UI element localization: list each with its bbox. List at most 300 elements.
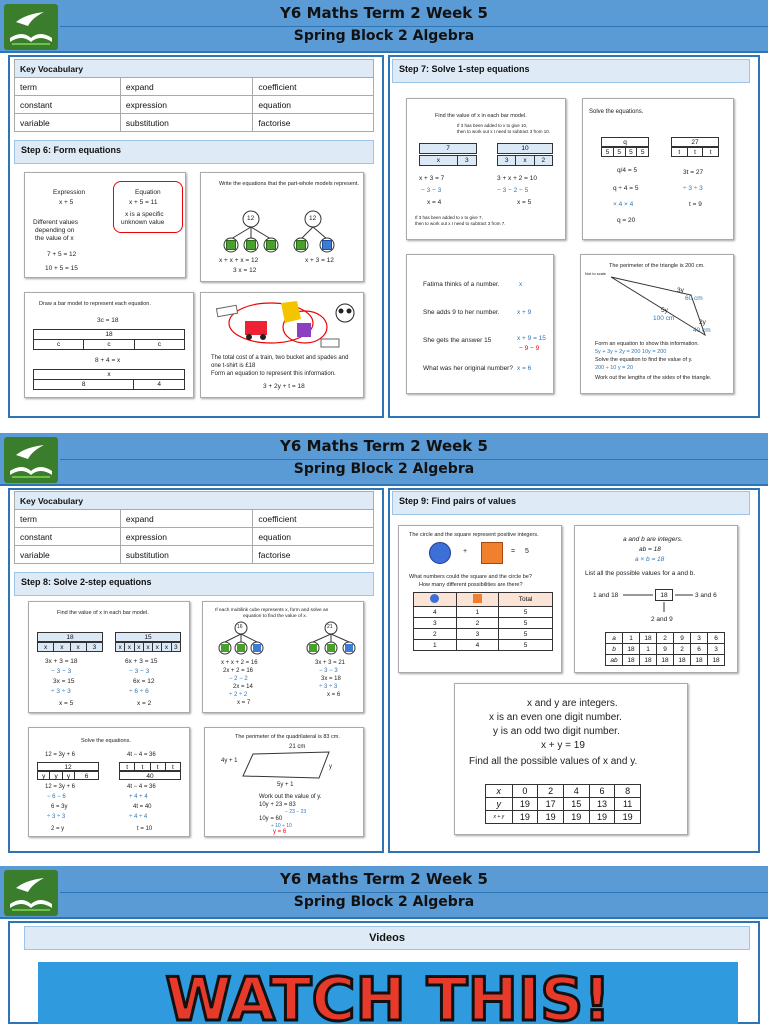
factor-table (605, 632, 725, 666)
table-cell: 8 (615, 785, 641, 798)
square-icon (481, 542, 503, 564)
whole-value: 21 (327, 624, 333, 630)
row-header: x (486, 785, 513, 798)
vocab-heading: Key Vocabulary (15, 60, 374, 78)
bar-cell: 3 (498, 156, 516, 165)
table-cell: 17 (538, 798, 564, 811)
circle-icon (429, 542, 451, 564)
vocab-cell: expression (120, 96, 253, 114)
table-cell: 19 (538, 811, 564, 824)
working-line: 2x = 14 (233, 684, 253, 690)
whole-value: 12 (309, 215, 317, 222)
bar-cell: 40 (146, 773, 154, 780)
working-line: ÷ 3 ÷ 3 (47, 814, 66, 820)
table-cell: 1 (640, 644, 657, 655)
step-6-heading: Step 6: Form equations (14, 140, 374, 164)
bar-cell: 12 (64, 764, 72, 771)
solve-equations-card (582, 98, 734, 240)
bar-cell: t (672, 148, 688, 156)
working-line: − 3 − 3 (51, 668, 72, 675)
bar-cell: 5 (614, 148, 626, 156)
table-cell: 2 (657, 633, 674, 644)
table-cell: 18 (640, 633, 657, 644)
part-whole-diagram (201, 173, 364, 282)
bar-model (37, 642, 103, 652)
prompt-text: She adds 9 to her number. (423, 309, 500, 316)
bar-model (33, 379, 185, 390)
table-cell: 19 (512, 811, 538, 824)
answer-text: x (519, 281, 523, 288)
bar-cell: t (709, 149, 712, 156)
row-header: b (606, 644, 623, 655)
vocab-cell: equation (253, 528, 374, 546)
answer-text: x = 6 (517, 365, 532, 372)
total-value: 5 (525, 548, 529, 555)
bar-model (671, 147, 719, 157)
table-cell: 4 (456, 640, 499, 651)
table-cell: 1 (414, 640, 457, 651)
circle-header-icon (414, 593, 457, 607)
answer-text: x + 9 (517, 309, 532, 316)
bar-cell: 5 (626, 148, 638, 156)
prompt-text: List all the possible values for a and b. (585, 570, 696, 577)
prompt-text: Form an equation to represent this information. (211, 371, 336, 377)
prompt-text: y is an odd two digit number. (493, 726, 620, 737)
equation-line: 3 x = 12 (233, 267, 257, 274)
side-label: 5y + 1 (277, 782, 294, 788)
equation-text: x + 5 = 11 (129, 199, 158, 206)
triangle-diagram (581, 255, 734, 394)
side-label: 21 cm (289, 744, 306, 750)
bar-cell: y (38, 772, 50, 779)
table-cell: 4 (414, 607, 457, 618)
prompt-text: Fatima thinks of a number. (423, 281, 500, 288)
vocab-cell: constant (15, 96, 121, 114)
bar-cell: t (120, 763, 135, 770)
working-line: 10y + 23 = 83 (259, 802, 296, 808)
header-band (0, 866, 768, 919)
step-9-heading: Step 9: Find pairs of values (392, 491, 750, 515)
expression-card (24, 172, 186, 278)
factor-pair: 1 and 18 (593, 592, 619, 599)
bar-model (419, 155, 477, 166)
multilink-diagram (203, 602, 364, 662)
equation-line: x + y = 19 (541, 740, 585, 751)
bar-cell: x (38, 643, 54, 651)
working-line: 2x + 2 = 16 (223, 668, 254, 674)
possibilities-table (413, 592, 553, 651)
card-title: equation to find the value of x. (243, 614, 308, 619)
vocab-table (14, 491, 374, 564)
step-7-heading: Step 7: Solve 1-step equations (392, 59, 750, 83)
bar-cell: t (135, 763, 150, 770)
table-cell: 9 (674, 633, 691, 644)
step-8-heading: Step 8: Solve 2-step equations (14, 572, 374, 596)
note: x is a specific (125, 211, 164, 218)
bar-cell: 18 (66, 634, 74, 641)
bar-model (37, 762, 99, 771)
vocab-cell: equation (253, 96, 374, 114)
vocab-cell: coefficient (253, 78, 374, 96)
prompt-text: one t-shirt is £18 (211, 363, 256, 369)
working-line: ÷ 4 ÷ 4 (129, 814, 148, 820)
equation-line: 3 + 2y + t = 18 (263, 383, 305, 390)
equation-line: x + x + x = 12 (219, 257, 259, 264)
bar-model (115, 642, 181, 652)
example-line: 7 + 5 = 12 (47, 251, 77, 258)
working-line: x = 5 (59, 700, 74, 707)
table-cell: 18 (657, 655, 674, 666)
page-subtitle: Spring Block 2 Algebra (293, 894, 475, 910)
side-label: 40 cm (693, 327, 711, 334)
bar-cell: t (151, 763, 166, 770)
header-band (0, 433, 768, 486)
page-2 (0, 433, 768, 853)
fatima-card (406, 254, 554, 394)
note: Different values (33, 219, 79, 226)
page-title: Y6 Maths Term 2 Week 5 (280, 437, 488, 455)
note: Not to scale (585, 271, 607, 276)
table-cell: 1 (623, 633, 640, 644)
square-header-icon (456, 593, 499, 607)
prompt-text: The total cost of a train, two bucket and spades and (211, 355, 349, 361)
side-label: 4y + 1 (221, 758, 238, 764)
prompt-text: Solve the equation to find the value of y. (595, 357, 693, 363)
working-line: x = 4 (427, 199, 442, 206)
bar-cell: 7 (446, 145, 450, 152)
working-line: 5y + 3y + 2y = 200 10y = 200 (595, 349, 667, 355)
note: depending on (35, 227, 75, 234)
bar-model (33, 339, 185, 350)
working-line: x + 3 = 7 (419, 175, 445, 182)
table-cell: 18 (640, 655, 657, 666)
working-line: 3x = 15 (53, 678, 75, 685)
bar-cell: x (116, 643, 125, 651)
row-header: x + y (486, 811, 513, 824)
bar-cell: c (157, 341, 161, 348)
bar-cell: 3 (92, 644, 97, 651)
bar-model (115, 632, 181, 642)
working-line: 3 + x + 2 = 10 (497, 175, 537, 182)
working-line: − 3 − 3 (421, 187, 442, 194)
bar-cell: 8 (34, 380, 134, 389)
card-title: The perimeter of the quadrilateral is 83 cm. (235, 734, 340, 740)
row-header: y (486, 798, 513, 811)
note: then to work out x I need to subtract 3 from 7. (415, 221, 506, 226)
working-line: q = 20 (617, 217, 636, 224)
prompt-text: What numbers could the square and the circle be? (409, 574, 532, 580)
svg-text:WATCH THIS!: WATCH THIS! (165, 965, 611, 1024)
prompt-text: ab = 18 (639, 546, 661, 553)
side-label: 60 cm (685, 295, 703, 302)
note: unknown value (121, 219, 165, 226)
table-cell: 4 (563, 785, 589, 798)
vocab-cell: constant (15, 528, 121, 546)
factor-box: 18 (655, 589, 673, 601)
vocab-cell: expand (120, 78, 253, 96)
bar-cell: 3 (174, 644, 178, 651)
toys-picture (201, 293, 364, 353)
card-title: Draw a bar model to represent each equation. (39, 301, 151, 307)
prompt-text: a and b are integers. (623, 536, 683, 543)
card-title: The circle and the square represent positive integers. (409, 532, 539, 538)
page-subtitle: Spring Block 2 Algebra (293, 28, 475, 44)
note: If 3 has been added to x to give 7, (415, 215, 483, 220)
bar-cell: x (162, 643, 171, 651)
prompt-text: x and y are integers. (527, 698, 618, 709)
total-header: Total (499, 593, 553, 607)
side-label: 100 cm (653, 315, 675, 322)
card-title: The perimeter of the triangle is 200 cm. (609, 263, 705, 269)
whole-value: 16 (237, 624, 243, 630)
bar-cell: 18 (105, 331, 113, 338)
note: the value of x (35, 235, 74, 242)
working-line: + 4 + 4 (129, 794, 148, 800)
row-header: a (606, 633, 623, 644)
bar-model (601, 137, 649, 147)
table-cell: 5 (499, 640, 553, 651)
table-cell: 18 (623, 655, 640, 666)
bar-cell: t (171, 764, 174, 771)
bar-cell: c (84, 340, 134, 349)
working-line: ÷ 3 ÷ 3 (51, 688, 71, 695)
multilink-card (202, 601, 364, 713)
working-line: − 23 − 23 (285, 809, 307, 815)
bar-model (37, 771, 99, 780)
working-line: a × b = 18 (635, 556, 665, 563)
working-line: 4t = 40 (133, 804, 152, 810)
working-line: 12 = 3y + 6 (45, 752, 76, 758)
working-line: 200 ÷ 10 y = 20 (595, 365, 634, 371)
card-title: If each multilink cube represents x, form and solve an (215, 608, 329, 613)
working-line: x = 7 (237, 700, 251, 706)
bar-cell: 3 (465, 157, 469, 164)
vocab-cell: variable (15, 546, 121, 564)
working-line: 12 = 3y + 6 (45, 784, 76, 790)
side-label: y (329, 764, 332, 770)
table-cell: 13 (589, 798, 615, 811)
vocab-heading: Key Vocabulary (15, 492, 374, 510)
working-line: 6x = 12 (133, 678, 155, 685)
working-line: ÷ 6 ÷ 6 (129, 688, 149, 695)
working-line: x = 2 (137, 700, 152, 707)
expression-heading: Expression (53, 189, 86, 196)
table-cell: 3 (414, 618, 457, 629)
bar-model (497, 155, 553, 166)
table-cell: 18 (623, 644, 640, 655)
working-line: − 3 − 2 − 5 (497, 187, 529, 194)
note: If 3 has been added to x to give 10, (457, 123, 528, 128)
working-line: 3x + 3 = 18 (45, 658, 78, 665)
working-line: 3t = 27 (683, 169, 704, 176)
prompt-text: x is an even one digit number. (489, 712, 622, 723)
table-cell: 6 (691, 644, 708, 655)
toys-card (200, 292, 364, 398)
vocab-cell: factorise (253, 114, 374, 132)
table-cell: 3 (456, 629, 499, 640)
bar-model (671, 137, 719, 147)
bar-model (119, 771, 181, 780)
bar-cell: x (71, 643, 87, 651)
cube-icon (296, 240, 306, 250)
table-cell: 18 (674, 655, 691, 666)
bar-cell: 27 (691, 139, 699, 146)
cube-icon (226, 240, 236, 250)
bar-cell: y (63, 772, 75, 779)
bar-cell: q (623, 139, 627, 146)
bar-cell: 5 (602, 148, 614, 156)
working-line: × 4 × 4 (613, 201, 634, 208)
prompt-text: Find all the possible values of x and y. (469, 756, 638, 767)
vocab-cell: coefficient (253, 510, 374, 528)
vocab-cell: substitution (120, 546, 253, 564)
vocab-cell: variable (15, 114, 121, 132)
bar-cell: 10 (521, 145, 529, 152)
side-label: 2y (699, 319, 706, 326)
table-cell: 2 (414, 629, 457, 640)
bar-model (37, 632, 103, 642)
page-subtitle: Spring Block 2 Algebra (293, 461, 475, 477)
prompt-text: She gets the answer 15 (423, 337, 492, 344)
bar-cell: t (688, 148, 704, 156)
equation-heading: Equation (135, 189, 161, 196)
answer-text: x + 9 = 15 (517, 335, 546, 342)
x-y-card (454, 683, 688, 835)
vocab-cell: term (15, 78, 121, 96)
bar-cell: x (107, 371, 111, 378)
side-label: 3y (677, 287, 684, 294)
videos-heading: Videos (24, 926, 750, 950)
example-line: 10 + 5 = 15 (45, 265, 78, 272)
bar-cell: x (144, 643, 153, 651)
bar-cell: x (125, 643, 134, 651)
note: then to work out x I need to subtract 3 from 10. (457, 129, 551, 134)
table-cell: 19 (512, 798, 538, 811)
working-line: − 3 − 3 (319, 668, 338, 674)
bar-cell: x (153, 643, 162, 651)
watch-this-banner[interactable] (38, 962, 738, 1024)
working-line: t = 10 (137, 826, 153, 832)
bar-model (119, 762, 181, 771)
bar-cell: x (420, 156, 458, 165)
table-cell: 3 (708, 644, 725, 655)
bar-cell: 6 (84, 773, 89, 780)
cube-icon (246, 240, 256, 250)
working-line: q ÷ 4 = 5 (613, 185, 639, 192)
factor-pair: 2 and 9 (651, 616, 673, 623)
step7-bar-card (406, 98, 566, 240)
watch-this-logo (38, 962, 738, 1024)
working-line: ÷ 3 ÷ 3 (683, 185, 703, 192)
working-line: q/4 = 5 (617, 167, 638, 174)
working-line: x = 5 (517, 199, 532, 206)
working-line: t = 9 (689, 201, 702, 208)
triangle-card (580, 254, 734, 394)
side-label: 5y (661, 307, 668, 314)
quadrilateral-card (204, 727, 364, 837)
bar-cell: 2 (541, 157, 546, 164)
prompt-text: Work out the value of y. (259, 794, 322, 800)
working-line: 3x + 3 = 21 (315, 660, 346, 666)
working-line: ÷ 2 ÷ 2 (229, 692, 248, 698)
working-line: 4t − 4 = 36 (127, 752, 156, 758)
prompt-text: How many different possibilities are there? (419, 582, 523, 588)
table-cell: 19 (615, 811, 641, 824)
expression-text: x + 5 (59, 199, 74, 206)
whole-value: 12 (247, 215, 255, 222)
equation-line: 3c = 18 (97, 317, 119, 324)
table-cell: 6 (708, 633, 725, 644)
table-cell: 9 (657, 644, 674, 655)
row-header: ab (606, 655, 623, 666)
table-cell: 3 (691, 633, 708, 644)
bar-cell: x (135, 643, 144, 651)
working-line: 10y = 60 (259, 816, 283, 822)
page-title: Y6 Maths Term 2 Week 5 (280, 4, 488, 22)
card-title: Find the value of x in each bar model. (435, 113, 527, 119)
card-title: Solve the equations. (589, 109, 644, 115)
working-line: ÷ 10 ÷ 10 (271, 823, 292, 829)
vocab-table (14, 59, 374, 132)
table-cell: 19 (563, 811, 589, 824)
table-cell: 2 (674, 644, 691, 655)
bar-cell: y (50, 772, 62, 779)
working-line: − 6 − 6 (47, 794, 66, 800)
table-cell: 19 (589, 811, 615, 824)
plus-sign: + (463, 548, 468, 555)
working-line: 2 = y (51, 826, 65, 832)
table-cell: 0 (512, 785, 538, 798)
factor-arrows (575, 526, 738, 626)
bar-model-card (24, 292, 194, 398)
vocab-cell: term (15, 510, 121, 528)
header-band (0, 0, 768, 53)
card-title: Find the value of x in each bar model. (57, 610, 149, 616)
factor-pair: 3 and 6 (695, 592, 717, 599)
answer-text: − 9 − 9 (519, 345, 540, 352)
a-b-card (574, 525, 738, 673)
bar-cell: c (34, 340, 84, 349)
equals-sign: = (511, 548, 516, 555)
table-cell: 18 (708, 655, 725, 666)
prompt-text: Form an equation to show this information. (595, 341, 699, 347)
prompt-text: Work out the lengths of the sides of the triangle. (595, 375, 712, 381)
page-1 (0, 0, 768, 418)
table-cell: 5 (499, 629, 553, 640)
x-y-table (485, 784, 641, 824)
bar-cell: 15 (144, 634, 152, 641)
working-line: 3x = 18 (321, 676, 341, 682)
bar-cell: x (54, 643, 70, 651)
card-title: Solve the equations. (81, 738, 131, 744)
bar-cell: 5 (640, 149, 645, 156)
table-cell: 2 (456, 618, 499, 629)
bar-model (419, 143, 477, 154)
working-line: ÷ 3 ÷ 3 (319, 684, 338, 690)
bar-cell: x (516, 156, 534, 165)
page-title: Y6 Maths Term 2 Week 5 (280, 870, 488, 888)
table-cell: 11 (615, 798, 641, 811)
card-title: Write the equations that the part-whole models represent. (219, 181, 359, 187)
cube-icon (322, 240, 332, 250)
working-line: x = 6 (327, 692, 341, 698)
working-line: 6 = 3y (51, 804, 68, 810)
equation-line: 8 + 4 = x (95, 357, 121, 364)
working-line: 6x + 3 = 15 (125, 658, 158, 665)
working-line: x + x + 2 = 16 (221, 660, 258, 666)
two-step-bar-card (28, 601, 190, 713)
bar-model (497, 143, 553, 154)
